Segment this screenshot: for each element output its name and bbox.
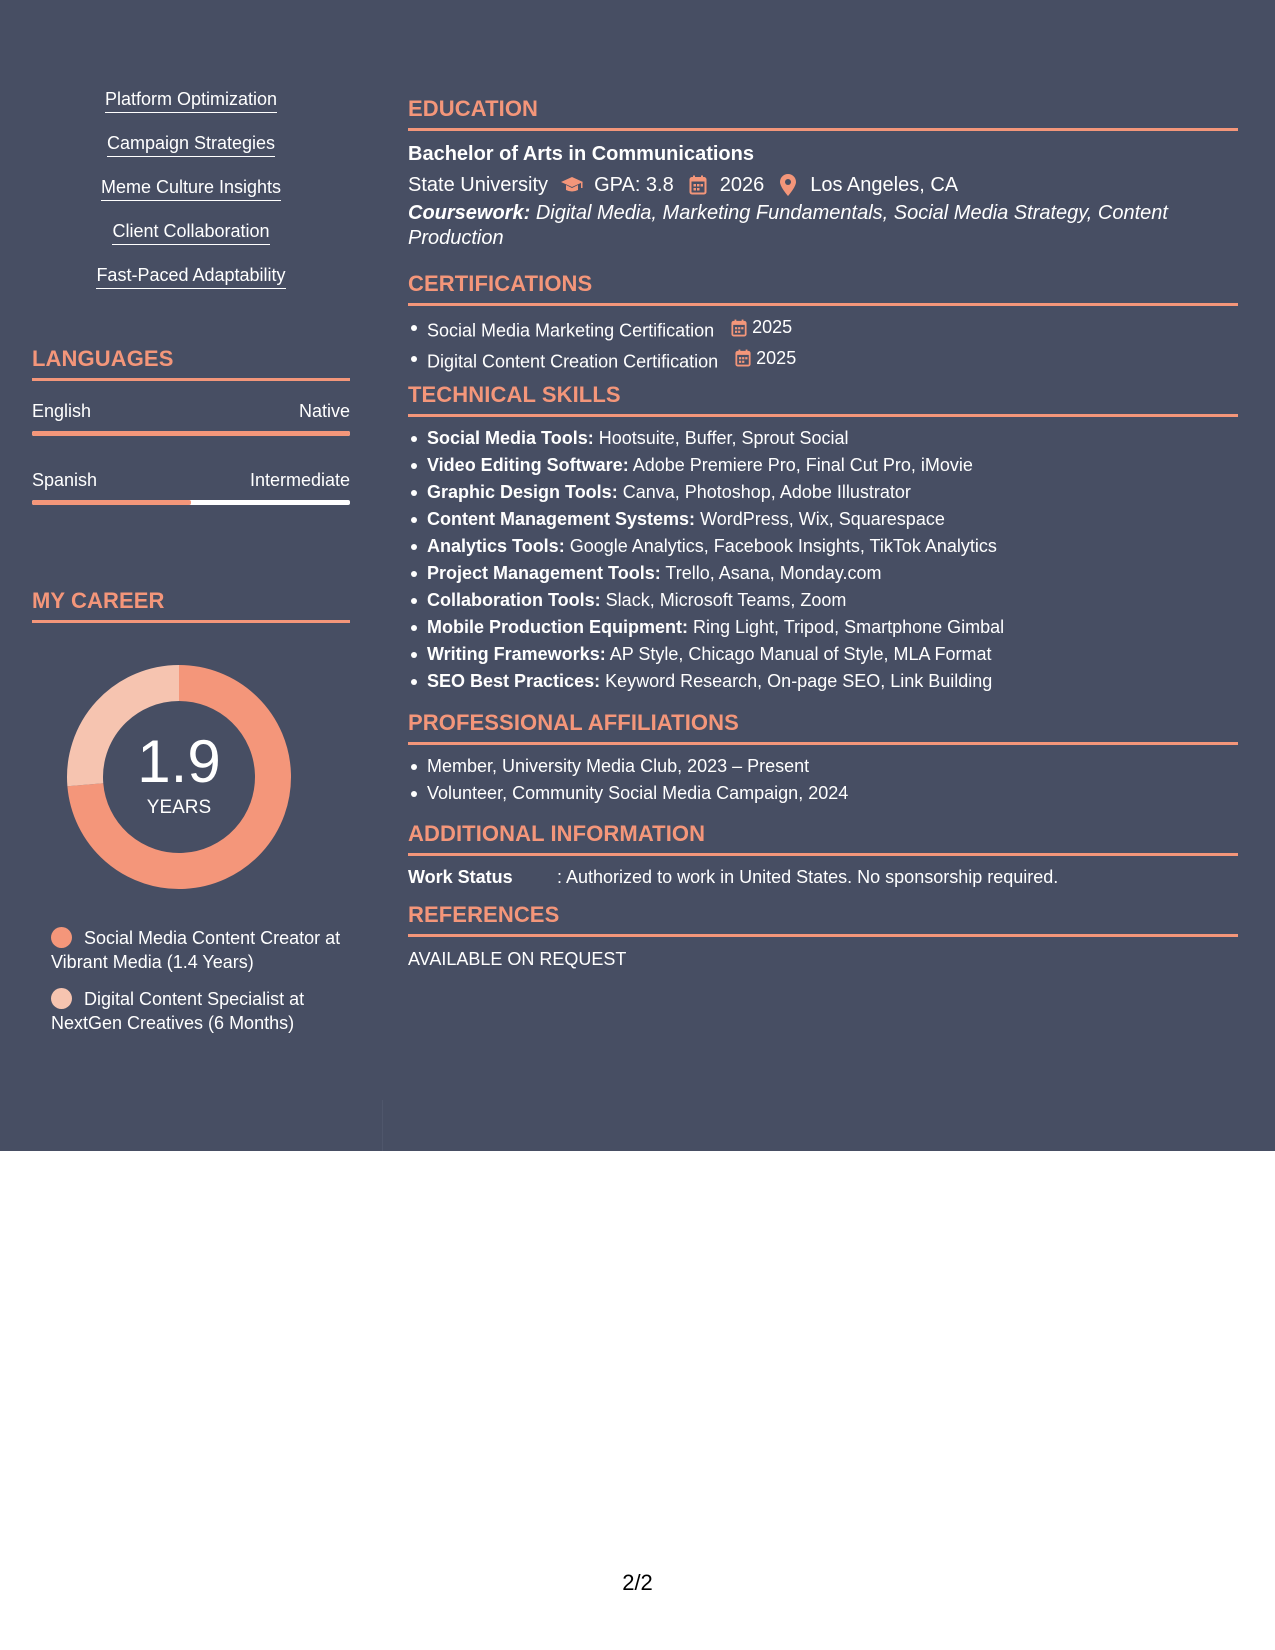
skill-label: Content Management Systems: <box>427 509 696 529</box>
proficiency-bar <box>32 500 350 505</box>
work-status-row <box>408 864 1238 891</box>
list-item: Member, University Media Club, 2023 – Present <box>408 753 1238 780</box>
legend-label: Digital Content Specialist at NextGen Creatives (6 Months) <box>51 989 305 1033</box>
page-number: 2/2 <box>622 1570 653 1595</box>
references-text: AVAILABLE ON REQUEST <box>408 949 627 969</box>
proficiency-bar <box>32 431 350 436</box>
career-unit: YEARS <box>146 797 212 818</box>
skill-label: Graphic Design Tools: <box>427 482 618 502</box>
calendar-icon <box>731 319 749 337</box>
skill-tag: Platform Optimization <box>105 88 277 113</box>
list-item: Volunteer, Community Social Media Campaign, 2024 <box>408 780 1238 807</box>
skill-label: Mobile Production Equipment: <box>427 617 688 637</box>
technical-skills-list <box>408 425 1238 695</box>
language-spanish <box>32 469 350 505</box>
technical-skills-title: TECHNICAL SKILLS <box>408 382 621 407</box>
skill-value: Canva, Photoshop, Adobe Illustrator <box>622 482 911 502</box>
career-donut-chart <box>66 664 292 890</box>
location-pin-icon <box>776 174 800 196</box>
skill-label: Project Management Tools: <box>427 563 661 583</box>
languages-section <box>32 346 350 505</box>
graduation-cap-icon <box>560 174 584 196</box>
section-rule <box>408 853 1238 856</box>
skill-value: Hootsuite, Buffer, Sprout Social <box>598 428 849 448</box>
certifications-list <box>408 314 1238 375</box>
career-legend <box>51 926 341 1048</box>
list-item <box>408 560 1238 587</box>
work-status-label: Work Status <box>408 867 513 887</box>
certifications-section <box>408 271 1238 375</box>
education-details <box>408 171 1238 199</box>
skill-value: WordPress, Wix, Squarespace <box>700 509 945 529</box>
skill-tag: Fast-Paced Adaptability <box>96 264 285 289</box>
education-section <box>408 96 1238 251</box>
section-rule <box>408 742 1238 745</box>
cert-year: 2025 <box>756 347 797 368</box>
proficiency-fill <box>32 500 191 505</box>
cert-year: 2025 <box>752 317 793 337</box>
affiliations-title: PROFESSIONAL AFFILIATIONS <box>408 710 739 735</box>
calendar-icon <box>735 349 753 367</box>
education-title: EDUCATION <box>408 96 539 121</box>
languages-title: LANGUAGES <box>32 346 174 371</box>
graduation-year: 2026 <box>719 174 765 196</box>
list-item <box>408 314 1238 345</box>
skill-value: Slack, Microsoft Teams, Zoom <box>605 590 847 610</box>
list-item <box>408 668 1238 695</box>
legend-label: Social Media Content Creator at Vibrant Media (1.4 Years) <box>51 928 341 972</box>
coursework <box>408 201 1238 251</box>
section-rule <box>408 303 1238 306</box>
list-item <box>408 641 1238 668</box>
cert-name: Digital Content Creation Certification <box>427 351 719 371</box>
skill-label: Writing Frameworks: <box>427 644 606 664</box>
cert-name: Social Media Marketing Certification <box>427 320 715 341</box>
additional-info-title: ADDITIONAL INFORMATION <box>408 821 706 846</box>
skill-label: Video Editing Software: <box>427 455 629 475</box>
location: Los Angeles, CA <box>810 174 959 196</box>
proficiency-fill <box>32 431 350 436</box>
degree: Bachelor of Arts in Communications <box>408 143 754 165</box>
list-item <box>408 587 1238 614</box>
technical-skills-section <box>408 382 1238 695</box>
skill-value: Google Analytics, Facebook Insights, TikTok Analytics <box>569 536 997 556</box>
skill-value: Trello, Asana, Monday.com <box>665 563 882 583</box>
career-section <box>32 588 350 623</box>
skill-tags <box>32 88 350 308</box>
skill-value: AP Style, Chicago Manual of Style, MLA Format <box>609 644 992 664</box>
list-item <box>408 506 1238 533</box>
work-status-value: : Authorized to work in United States. No sponsorship required. <box>557 867 1059 887</box>
skill-label: SEO Best Practices: <box>427 671 601 691</box>
career-title: MY CAREER <box>32 588 165 613</box>
legend-item <box>51 987 341 1035</box>
section-rule <box>408 128 1238 131</box>
section-rule <box>32 378 350 381</box>
section-rule <box>32 620 350 623</box>
section-rule <box>408 934 1238 937</box>
skill-tag: Campaign Strategies <box>107 132 275 157</box>
section-rule <box>408 414 1238 417</box>
language-level: Native <box>298 401 350 421</box>
skill-value: Keyword Research, On-page SEO, Link Building <box>605 671 993 691</box>
legend-item <box>51 926 341 974</box>
coursework-label: Coursework: <box>408 202 531 224</box>
skill-tag: Meme Culture Insights <box>101 176 281 201</box>
skill-label: Social Media Tools: <box>427 428 594 448</box>
affiliations-section <box>408 710 1238 807</box>
coursework-list: Digital Media, Marketing Fundamentals, Social Media Strategy, Content Production <box>408 202 1168 249</box>
language-name: Spanish <box>32 470 98 490</box>
skill-value: Ring Light, Tripod, Smartphone Gimbal <box>693 617 1005 637</box>
language-name: English <box>32 401 92 421</box>
skill-tag: Client Collaboration <box>112 220 269 245</box>
gpa: GPA: 3.8 <box>594 174 674 196</box>
affiliations-list <box>408 753 1238 807</box>
references-title: REFERENCES <box>408 902 560 927</box>
skill-label: Collaboration Tools: <box>427 590 601 610</box>
list-item <box>408 533 1238 560</box>
legend-dot-secondary <box>51 988 72 1009</box>
list-item <box>408 425 1238 452</box>
column-divider <box>382 1100 383 1151</box>
list-item <box>408 614 1238 641</box>
list-item <box>408 452 1238 479</box>
language-english <box>32 400 350 436</box>
skill-value: Adobe Premiere Pro, Final Cut Pro, iMovie <box>632 455 973 475</box>
school: State University <box>408 174 549 196</box>
skill-label: Analytics Tools: <box>427 536 565 556</box>
references-section <box>408 902 1238 973</box>
legend-dot-primary <box>51 927 72 948</box>
list-item <box>408 479 1238 506</box>
additional-info-section <box>408 821 1238 891</box>
certifications-title: CERTIFICATIONS <box>408 271 593 296</box>
career-total: 1.9 <box>137 728 221 795</box>
list-item <box>408 345 1238 376</box>
language-level: Intermediate <box>249 470 350 490</box>
calendar-icon <box>686 174 710 196</box>
